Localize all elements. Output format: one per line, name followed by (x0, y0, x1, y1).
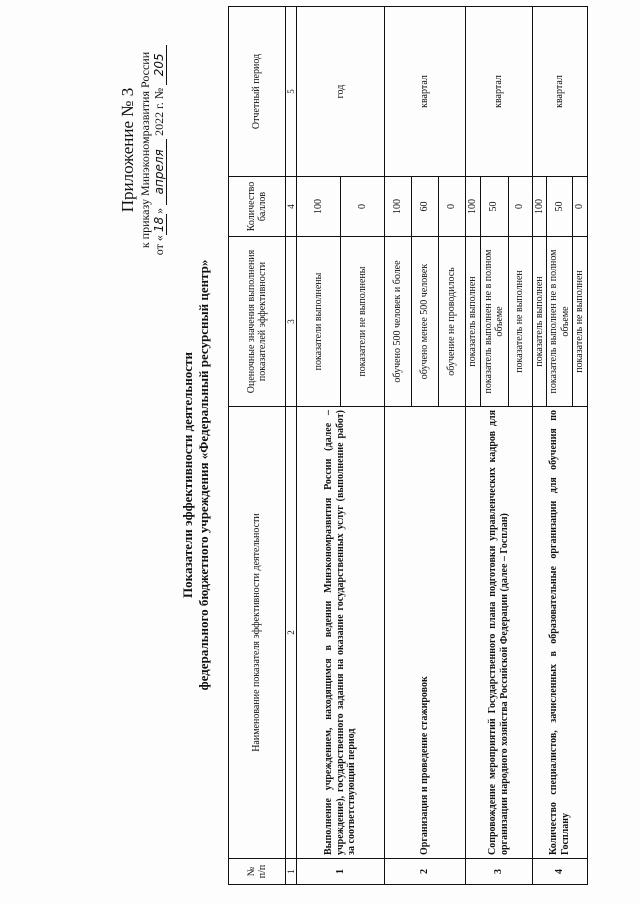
heading-line-1: Показатели эффективности деятельности (180, 352, 195, 598)
number-label: № (152, 87, 166, 100)
date-year: 2022 г. (152, 102, 166, 136)
indicator-points: 50 (547, 177, 573, 237)
table-row (466, 7, 481, 885)
indicator-points: 100 (385, 177, 412, 237)
document-heading (180, 145, 212, 805)
indicator-points: 100 (466, 177, 481, 237)
indicator-name: Количество специалистов, зачисленных в образовательные организации для обучения по Госплану (532, 407, 587, 859)
indicator-name: Сопровождение мероприятий Государственного плана подготовки управленческих кадров для организации народного хозяйства Российской Федерации (далее – Госплан) (466, 407, 533, 859)
header-period: Отчетный период (229, 7, 286, 177)
column-number: 4 (286, 177, 297, 237)
indicator-value: показатель выполнен (532, 237, 547, 407)
indicator-value: показатель выполнен (466, 237, 481, 407)
indicator-points: 0 (341, 177, 385, 237)
indicator-value: показатели выполнены (297, 237, 341, 407)
indicator-points: 100 (532, 177, 547, 237)
indicator-points: 100 (297, 177, 341, 237)
header-values: Оценочные значения выполнения показателей эффективности (229, 237, 286, 407)
indicator-value: показатели не выполнены (341, 237, 385, 407)
indicators-table (228, 6, 588, 885)
indicator-value: показатель выполнен не в полном объеме (547, 237, 573, 407)
reporting-period: год (297, 7, 385, 177)
handwritten-month: апреля (153, 139, 167, 205)
indicator-points: 0 (439, 177, 466, 237)
date-prefix: от « (152, 235, 166, 256)
indicator-value: показатель не выполнен (508, 237, 532, 407)
row-number: 2 (385, 859, 466, 885)
column-number: 2 (286, 407, 297, 859)
table-row (385, 7, 412, 885)
appendix-title: Приложение № 3 (118, 87, 137, 213)
indicator-value: обучено 500 человек и более (385, 237, 412, 407)
date-quote: » (152, 207, 166, 214)
indicator-points: 0 (573, 177, 588, 237)
header-points: Количество баллов (229, 177, 286, 237)
table-row (532, 7, 547, 885)
header-no: № п/п (229, 859, 286, 885)
reporting-period: квартал (385, 7, 466, 177)
appendix-block (118, 15, 167, 285)
reporting-period: квартал (466, 7, 533, 177)
indicator-points: 60 (412, 177, 439, 237)
indicator-name: Выполнение учреждением, находящимся в ведении Минэкономразвития России (далее – учреждение), государственного задания на оказание государственных услуг (выполнение работ) за соответствующий период (297, 407, 385, 859)
indicator-value: обучено менее 500 человек (412, 237, 439, 407)
column-number: 1 (286, 859, 297, 885)
row-number: 1 (297, 859, 385, 885)
row-number: 3 (466, 859, 533, 885)
table-header-row (229, 7, 286, 885)
reporting-period: квартал (532, 7, 587, 177)
indicator-name: Организация и проведение стажировок (385, 407, 466, 859)
appendix-order-ref: к приказу Минэкономразвития России (138, 51, 152, 249)
handwritten-number: 205 (153, 45, 167, 85)
column-number: 3 (286, 237, 297, 407)
indicator-value: показатель не выполнен (573, 237, 588, 407)
indicator-points: 50 (480, 177, 508, 237)
indicator-points: 0 (508, 177, 532, 237)
indicator-value: обучение не проводилось (439, 237, 466, 407)
appendix-date-line (152, 15, 167, 285)
header-name: Наименование показателя эффективности деятельности (229, 407, 286, 859)
column-number: 5 (286, 7, 297, 177)
table-row (297, 7, 341, 885)
handwritten-day: 18 (153, 214, 167, 235)
column-number-row (286, 7, 297, 885)
row-number: 4 (532, 859, 587, 885)
heading-line-2: федерального бюджетного учреждения «Федеральный ресурсный центр» (196, 259, 211, 691)
indicator-value: показатель выполнен не в полном объеме (480, 237, 508, 407)
